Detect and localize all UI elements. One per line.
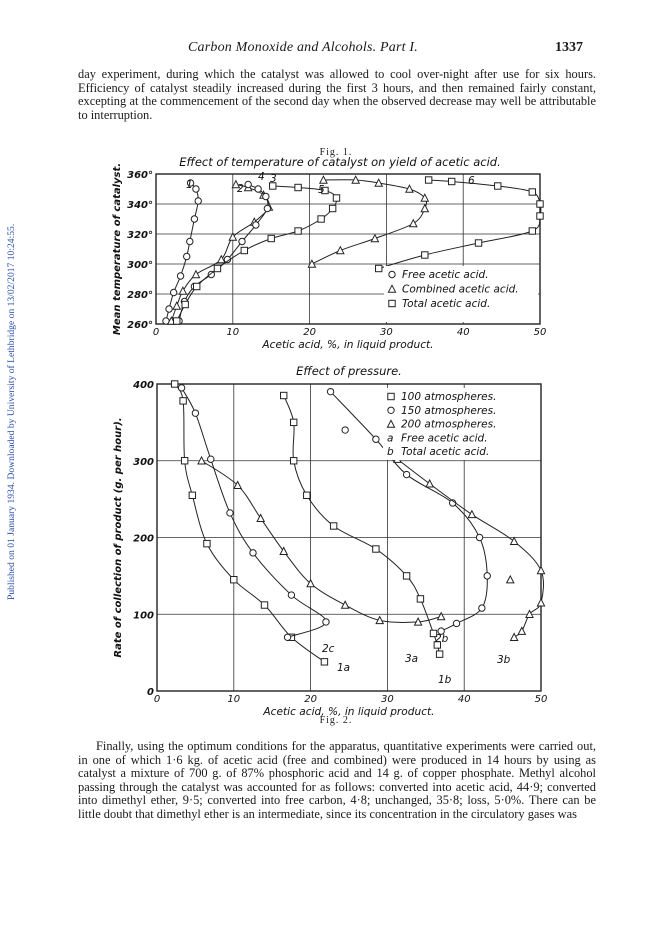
data-point-3a: [438, 613, 445, 620]
data-point-3b: [537, 567, 544, 574]
legend-prefix: a: [387, 432, 394, 445]
chart-title: Effect of pressure.: [296, 364, 402, 378]
data-point-3b: [426, 480, 433, 487]
data-point-1b: [373, 546, 379, 552]
series-line-2c: [182, 388, 326, 637]
curve-label: 2c: [322, 643, 335, 655]
data-point-1b: [291, 458, 297, 464]
data-point-1b: [291, 419, 297, 425]
data-point-3b: [518, 627, 525, 634]
x-tick-label: 30: [380, 327, 393, 338]
data-point-2c: [288, 592, 294, 598]
x-tick-label: 20: [304, 694, 317, 705]
data-point-1b: [403, 573, 409, 579]
data-point-2c: [284, 634, 290, 640]
data-point-1a: [321, 659, 327, 665]
data-point-2b: [484, 573, 490, 579]
curve-label: 2b: [435, 633, 449, 645]
x-tick-label: 10: [227, 694, 241, 705]
curve-label: 3a: [405, 653, 419, 665]
curve-label: 4: [258, 171, 265, 183]
y-tick-label: 320°: [127, 230, 153, 241]
y-axis-label: Rate of collection of product (g. per hour).: [113, 417, 124, 658]
data-point-1a: [181, 458, 187, 464]
x-tick-label: 40: [457, 694, 471, 705]
running-title: Carbon Monoxide and Alcohols. Part I.: [188, 40, 418, 55]
legend-label: Free acetic acid.: [402, 269, 489, 281]
data-point-3b: [511, 633, 518, 640]
legend-label: 150 atmospheres.: [401, 404, 497, 417]
data-point-2b: [453, 620, 459, 626]
paragraph-1-text: day experiment, during which the catalyst was allowed to cool over-night after use for six hours. Efficiency of catalyst steadily increased during the first 3 hours, and then remained fairly constant, excepting at the commencement of the second day when the observed decrease may well be attributable to interruption.: [78, 67, 596, 122]
y-tick-label: 400: [133, 380, 154, 391]
data-point-1b: [436, 651, 442, 657]
data-point-1b: [304, 492, 310, 498]
data-point-2c: [323, 619, 329, 625]
legend-label: 200 atmospheres.: [401, 418, 497, 431]
curve-label: 5: [318, 184, 325, 196]
side-note-text: Published on 01 January 1934. Downloaded by University of Lethbridge on 13/02/2017 10:24:55.: [6, 223, 17, 600]
x-tick-label: 30: [381, 694, 394, 705]
data-point-3a: [257, 515, 264, 522]
x-tick-label: 40: [456, 327, 470, 338]
y-tick-label: 300: [133, 456, 154, 468]
data-point-2c: [208, 456, 214, 462]
paragraph-2-text: Finally, using the optimum conditions for the apparatus, quantitative experiments were carried out, in one of which 1·6 kg. of acetic acid (free and combined) were produced in 14 hours by using as catalyst a mixture of 700 g. of 87% phosphoric acid and 14 g. of copper phosphate. Methyl alcohol passing through the catalyst was accounted for as follows: converted into acetic acid, 44·9; converted into dimethyl ether, 9·5; converted into free carbon, 4·8; unchanged, 35·8; loss, 5·0%. There can be little doubt that dimethyl ether is an intermediate, since its concentration in the circulatory gases was: [78, 739, 596, 821]
data-point-1a: [171, 381, 177, 387]
figure-2-caption: Fig. 2.: [319, 715, 353, 726]
data-point-3b: [511, 538, 518, 545]
figure-1-caption: Fig. 1.: [319, 147, 353, 158]
legend-prefix: b: [387, 446, 394, 459]
y-tick-label: 280°: [127, 290, 153, 301]
legend-marker: [388, 393, 394, 399]
paragraph-2: [78, 740, 596, 822]
legend-label: Free acetic acid.: [401, 432, 488, 445]
x-tick-label: 50: [534, 694, 548, 705]
data-point-1b: [281, 392, 287, 398]
data-point-3a: [342, 601, 349, 608]
data-point-3b: [468, 511, 475, 518]
x-tick-label: 20: [303, 327, 316, 338]
data-point-2c: [250, 550, 256, 556]
curve-label: 1a: [337, 662, 351, 674]
x-tick-label: 0: [152, 327, 160, 338]
data-point-isolated: [342, 427, 348, 433]
data-point-1a: [189, 492, 195, 498]
y-tick-label: 340°: [127, 200, 153, 211]
data-point-2b: [327, 388, 333, 394]
data-point-2c: [178, 385, 184, 391]
data-point-1b: [330, 523, 336, 529]
data-point-1b: [417, 596, 423, 602]
data-point-1a: [231, 577, 237, 583]
series-line-1a: [175, 384, 325, 662]
data-point-1a: [261, 602, 267, 608]
curve-label: 3b: [497, 654, 511, 666]
series-line-3b: [397, 459, 543, 637]
data-point-2c: [192, 410, 198, 416]
y-tick-label: 200: [133, 533, 154, 545]
data-point-2b: [373, 436, 379, 442]
x-tick-label: 0: [153, 694, 161, 705]
data-point-2c: [227, 510, 233, 516]
data-point-2b: [476, 534, 482, 540]
data-point-2b: [403, 471, 409, 477]
curve-label: 1: [186, 179, 193, 191]
y-tick-label: 0: [147, 687, 154, 698]
y-tick-label: 260°: [127, 320, 153, 331]
legend-label: 100 atmospheres.: [401, 391, 497, 403]
y-tick-label: 360°: [127, 170, 153, 181]
legend-label: Total acetic acid.: [402, 298, 491, 310]
curve-label: 1b: [438, 674, 452, 686]
page-number: 1337: [555, 40, 583, 55]
curve-label: 3: [270, 173, 277, 185]
x-axis-label: Acetic acid, %, in liquid product.: [262, 339, 434, 351]
y-tick-label: 100: [133, 610, 154, 622]
legend-label: Total acetic acid.: [401, 446, 490, 459]
x-axis-label: Acetic acid, %, in liquid product.: [263, 706, 435, 718]
data-point-3b: [537, 599, 544, 606]
data-point-isolated: [507, 576, 514, 583]
data-point-1a: [180, 398, 186, 404]
y-tick-label: 300°: [127, 260, 153, 271]
curve-label: 2: [237, 183, 244, 195]
x-tick-label: 50: [533, 327, 547, 338]
legend-marker: [388, 407, 394, 413]
data-point-2b: [479, 605, 485, 611]
curve-label: 6: [468, 175, 475, 187]
legend-label: Combined acetic acid.: [402, 283, 519, 296]
y-axis-label: Mean temperature of catalyst.: [112, 162, 123, 336]
data-point-1a: [204, 540, 210, 546]
x-tick-label: 10: [226, 327, 240, 338]
chart-title: Effect of temperature of catalyst on yield of acetic acid.: [179, 155, 501, 169]
